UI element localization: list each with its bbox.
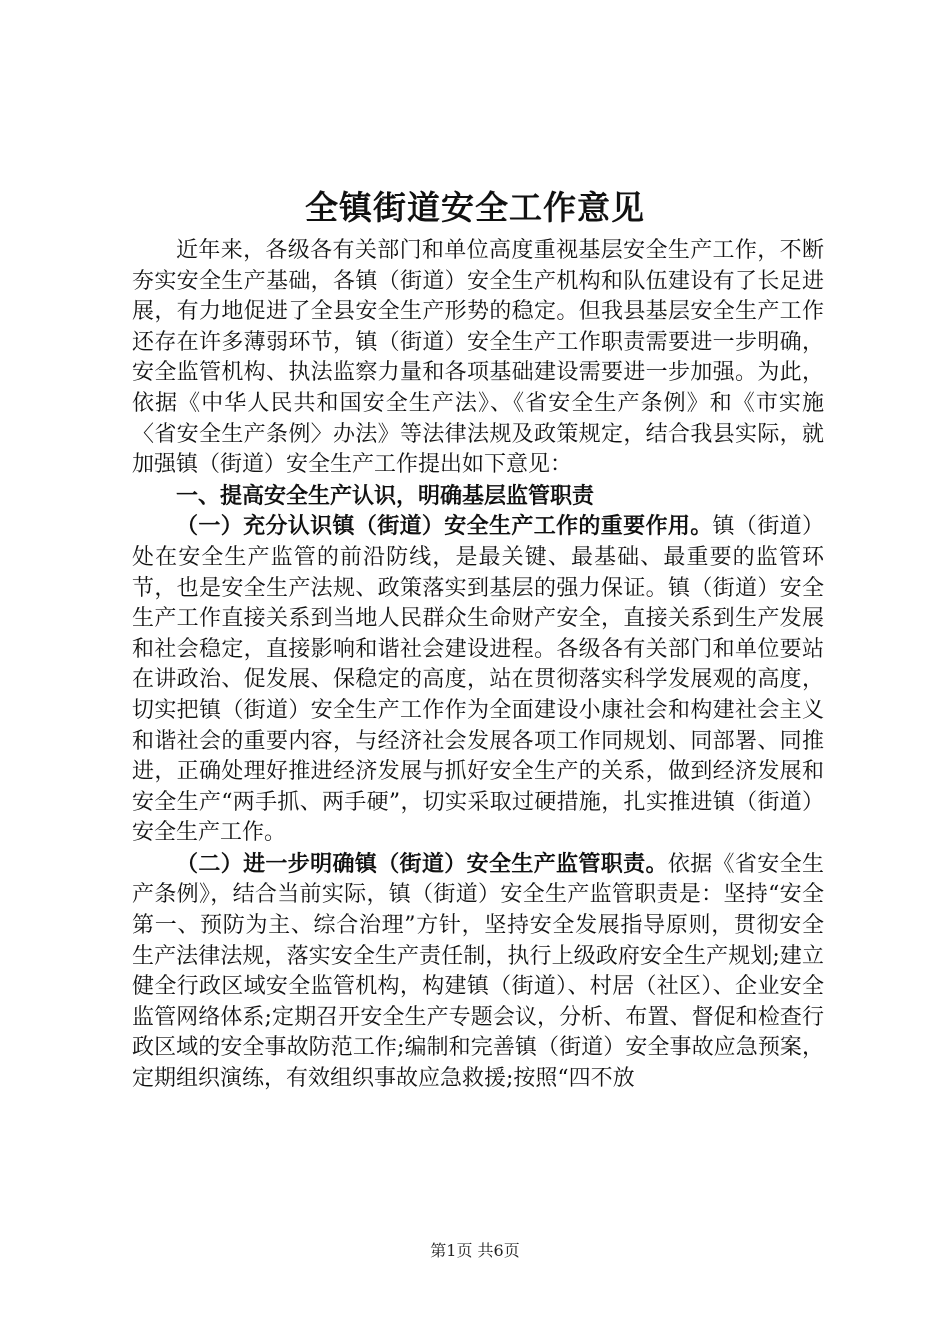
subsection-paragraph-2 <box>132 849 824 1095</box>
document-title: 全镇街道安全工作意见 <box>305 188 645 227</box>
document-body <box>132 236 824 1095</box>
subsection-heading-2: （二）进一步明确镇（街道）安全生产监管职责。 <box>176 850 668 877</box>
intro-paragraph: 近年来，各级各有关部门和单位高度重视基层安全生产工作，不断夯实安全生产基础，各镇（街道）安全生产机构和队伍建设有了长足进展，有力地促进了全县安全生产形势的稳定。但我县基层安全生产工作还存在许多薄弱环节，镇（街道）安全生产工作职责需要进一步明确，安全监管机构、执法监察力量和各项基础建设需要进一步加强。为此，依据《中华人民共和国安全生产法》、《省安全生产条例》和《市实施〈省安全生产条例〉办法》等法律法规及政策规定，结合我县实际，就加强镇（街道）安全生产工作提出如下意见： <box>132 238 824 478</box>
page-footer: 第1页 共6页 <box>430 1241 520 1260</box>
subsection-text-2: 依据《省安全生产条例》，结合当前实际，镇（街道）安全生产监管职责是：坚持“安全第一、预防为主、综合治理”方针，坚持安全发展指导原则，贯彻安全生产法律法规，落实安全生产责任制，执行上级政府安全生产规划;建立健全行政区域安全监管机构，构建镇（街道）、村居（社区）、企业安全监管网络体系;定期召开安全生产专题会议，分析、布置、督促和检查行政区域的安全事故防范工作;编制和完善镇（街道）安全事故应急预案，定期组织演练，有效组织事故应急救援;按照“四不放 <box>132 851 824 1092</box>
subsection-heading-1: （一）充分认识镇（街道）安全生产工作的重要作用。 <box>176 513 713 540</box>
subsection-text-1: 镇（街道）处在安全生产监管的前沿防线，是最关键、最基础、最重要的监管环节，也是安全生产法规、政策落实到基层的强力保证。镇（街道）安全生产工作直接关系到当地人民群众生命财产安全，直接关系到生产发展和社会稳定，直接影响和谐社会建设进程。各级各有关部门和单位要站在讲政治、促发展、保稳定的高度，站在贯彻落实科学发展观的高度，切实把镇（街道）安全生产工作作为全面建设小康社会和构建社会主义和谐社会的重要内容，与经济社会发展各项工作同规划、同部署、同推进，正确处理好推进经济发展与抓好安全生产的关系，做到经济发展和安全生产“两手抓、两手硬”，切实采取过硬措施，扎实推进镇（街道）安全生产工作。 <box>132 514 824 846</box>
section-heading-1: 一、提高安全生产认识，明确基层监管职责 <box>176 482 595 509</box>
subsection-paragraph-1 <box>132 511 824 849</box>
